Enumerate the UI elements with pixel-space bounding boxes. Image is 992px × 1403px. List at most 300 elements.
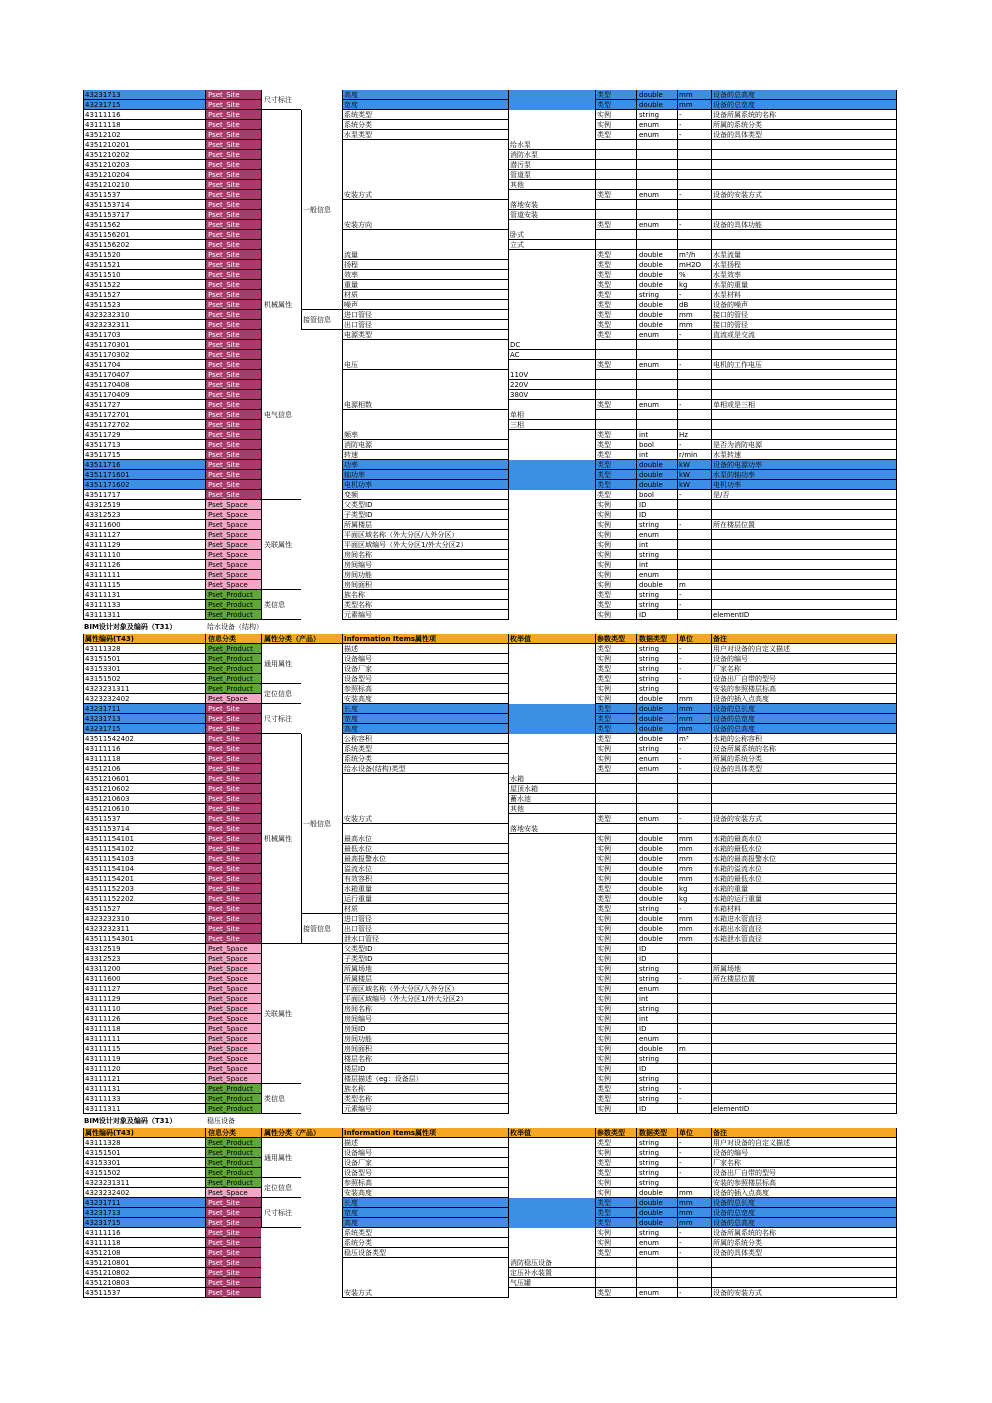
cell-data-type: double — [636, 310, 677, 320]
cell-unit: mm — [677, 714, 711, 724]
table-row — [83, 600, 897, 610]
cell-note: 设备的安装方式 — [711, 1288, 897, 1298]
cell-enum — [508, 1248, 595, 1258]
cell-param-type: 实例 — [595, 1054, 636, 1064]
cell-enum — [508, 754, 595, 764]
cell-pset: Pset_Site — [205, 714, 261, 724]
table-row — [83, 610, 897, 620]
cell-code: 4351210602 — [83, 784, 205, 794]
cell-code: 43511154101 — [83, 834, 205, 844]
cell-enum: 落地安装 — [508, 824, 595, 834]
cell-data-type — [636, 380, 677, 390]
cell-data-type: enum — [636, 1034, 677, 1044]
cell-enum: 其他 — [508, 804, 595, 814]
cell-unit — [677, 1054, 711, 1064]
cell-data-type: string — [636, 1074, 677, 1084]
table-row — [83, 834, 897, 844]
cell-pset: Pset_Site — [205, 794, 261, 804]
cell-pset: Pset_Product — [205, 1158, 261, 1168]
cell-param-type: 实例 — [595, 944, 636, 954]
cell-data-type: double — [636, 924, 677, 934]
cell-unit: % — [677, 270, 711, 280]
cell-name: 给水设备(结构)类型 — [342, 764, 508, 774]
cell-unit — [677, 984, 711, 994]
cell-code: 43111118 — [83, 1238, 205, 1248]
cell-unit: mm — [677, 724, 711, 734]
cell-code: 43511729 — [83, 430, 205, 440]
cell-code: 43512108 — [83, 1248, 205, 1258]
cell-data-type: ID — [636, 1104, 677, 1114]
cell-unit — [677, 684, 711, 694]
cell-name: 高度 — [342, 90, 508, 100]
cell-pset: Pset_Product — [205, 1168, 261, 1178]
cell-name: 父类型ID — [342, 500, 508, 510]
cell-data-type — [636, 824, 677, 834]
cell-note: 设备的具体类型 — [711, 764, 897, 774]
table-row — [83, 1248, 897, 1258]
cell-param-type: 类型 — [595, 600, 636, 610]
cell-note: 单相或是三相 — [711, 400, 897, 410]
table-row — [83, 724, 897, 734]
cell-pset: Pset_Site — [205, 704, 261, 714]
cell-code: 4351210202 — [83, 150, 205, 160]
cell-name: 高度 — [342, 724, 508, 734]
cell-unit: - — [677, 400, 711, 410]
cell-data-type — [636, 340, 677, 350]
cell-code: 43151502 — [83, 674, 205, 684]
cell-unit: mm — [677, 1218, 711, 1228]
cell-note: 用户对设备的自定义描述 — [711, 644, 897, 654]
header-cell: 属性编码(T43) — [83, 634, 205, 644]
cell-name: 设备编号 — [342, 1148, 508, 1158]
table-row — [83, 704, 897, 714]
cell-pset: Pset_Site — [205, 480, 261, 490]
cell-enum — [508, 470, 595, 480]
cell-enum — [508, 894, 595, 904]
cell-param-type: 类型 — [595, 734, 636, 744]
header-cell: 备注 — [711, 1128, 897, 1138]
cell-param-type — [595, 1278, 636, 1288]
cell-code: 4323231311 — [83, 684, 205, 694]
cell-param-type: 实例 — [595, 1024, 636, 1034]
cell-data-type — [636, 240, 677, 250]
cell-unit: kW — [677, 470, 711, 480]
cell-note: 设备的编号 — [711, 1148, 897, 1158]
cell-data-type: string — [636, 744, 677, 754]
cell-param-type — [595, 150, 636, 160]
cell-pset: Pset_Space — [205, 1034, 261, 1044]
cell-enum: 气压罐 — [508, 1278, 595, 1288]
table-row — [83, 160, 897, 170]
cell-param-type: 类型 — [595, 430, 636, 440]
cell-note — [711, 1074, 897, 1084]
cell-enum — [508, 1074, 595, 1084]
cell-param-type: 类型 — [595, 1158, 636, 1168]
cell-code: 43511520 — [83, 250, 205, 260]
cell-unit: - — [677, 120, 711, 130]
cell-name — [342, 150, 508, 160]
subgroup-label: 接管信息 — [301, 310, 342, 330]
cell-pset: Pset_Site — [205, 1238, 261, 1248]
cell-note: 设备的总高度 — [711, 1218, 897, 1228]
cell-data-type: bool — [636, 490, 677, 500]
cell-enum — [508, 580, 595, 590]
table-row — [83, 520, 897, 530]
cell-code: 4351210204 — [83, 170, 205, 180]
cell-enum — [508, 120, 595, 130]
subgroup-label: 接管信息 — [301, 914, 342, 944]
cell-pset: Pset_Space — [205, 974, 261, 984]
cell-code: 43511523 — [83, 300, 205, 310]
table-row — [83, 140, 897, 150]
table-body — [83, 1138, 897, 1298]
cell-enum — [508, 250, 595, 260]
cell-note: 设备的噪声 — [711, 300, 897, 310]
cell-enum — [508, 884, 595, 894]
cell-data-type: double — [636, 694, 677, 704]
header-cell: 单位 — [677, 634, 711, 644]
cell-data-type: string — [636, 550, 677, 560]
cell-code: 43511713 — [83, 440, 205, 450]
cell-enum — [508, 320, 595, 330]
cell-enum — [508, 460, 595, 470]
cell-note: 水泵效率 — [711, 270, 897, 280]
cell-enum — [508, 280, 595, 290]
cell-name: 电压 — [342, 360, 508, 370]
cell-name: 泄水口管径 — [342, 934, 508, 944]
cell-note — [711, 784, 897, 794]
cell-data-type: string — [636, 1094, 677, 1104]
cell-unit — [677, 964, 711, 974]
cell-param-type: 实例 — [595, 924, 636, 934]
cell-name — [342, 350, 508, 360]
cell-pset: Pset_Product — [205, 1148, 261, 1158]
cell-code: 43511152202 — [83, 894, 205, 904]
cell-param-type: 实例 — [595, 654, 636, 664]
cell-name: 长度 — [342, 704, 508, 714]
cell-pset: Pset_Site — [205, 120, 261, 130]
cell-name: 设备编号 — [342, 654, 508, 664]
cell-data-type: double — [636, 834, 677, 844]
cell-unit: - — [677, 290, 711, 300]
cell-enum — [508, 430, 595, 440]
cell-code: 4351210603 — [83, 794, 205, 804]
cell-unit: - — [677, 1288, 711, 1298]
cell-param-type: 类型 — [595, 664, 636, 674]
cell-param-type: 实例 — [595, 964, 636, 974]
cell-name: 平面区域编号（外大分区1/外大分区2） — [342, 994, 508, 1004]
cell-enum — [508, 270, 595, 280]
cell-code: 43511703 — [83, 330, 205, 340]
table-row — [83, 1104, 897, 1114]
cell-enum — [508, 734, 595, 744]
cell-code: 43511154102 — [83, 844, 205, 854]
cell-note: 设备的插入点高度 — [711, 1188, 897, 1198]
cell-param-type: 类型 — [595, 1094, 636, 1104]
cell-code: 4323232311 — [83, 924, 205, 934]
cell-data-type: enum — [636, 1288, 677, 1298]
cell-data-type: enum — [636, 764, 677, 774]
cell-note — [711, 600, 897, 610]
cell-note: 设备的具体类型 — [711, 1248, 897, 1258]
table-row — [83, 684, 897, 694]
cell-data-type: string — [636, 644, 677, 654]
cell-data-type — [636, 140, 677, 150]
cell-param-type: 类型 — [595, 130, 636, 140]
cell-code: 43111131 — [83, 1084, 205, 1094]
cell-code: 43512106 — [83, 764, 205, 774]
cell-code: 4351156202 — [83, 240, 205, 250]
cell-pset: Pset_Space — [205, 530, 261, 540]
cell-unit — [677, 944, 711, 954]
cell-note — [711, 350, 897, 360]
cell-param-type: 类型 — [595, 1138, 636, 1148]
cell-enum: 三相 — [508, 420, 595, 430]
cell-data-type: enum — [636, 1238, 677, 1248]
cell-unit: Hz — [677, 430, 711, 440]
cell-data-type: double — [636, 1208, 677, 1218]
cell-unit — [677, 1178, 711, 1188]
cell-data-type: ID — [636, 610, 677, 620]
cell-name — [342, 170, 508, 180]
cell-pset: Pset_Site — [205, 1218, 261, 1228]
cell-pset: Pset_Product — [205, 1178, 261, 1188]
cell-data-type — [636, 210, 677, 220]
cell-param-type: 类型 — [595, 1288, 636, 1298]
cell-param-type: 类型 — [595, 90, 636, 100]
cell-name: 水箱重量 — [342, 884, 508, 894]
cell-pset: Pset_Site — [205, 90, 261, 100]
cell-name: 平面区域名称（外大分区/入外分区） — [342, 530, 508, 540]
cell-name: 稳压设备类型 — [342, 1248, 508, 1258]
cell-unit — [677, 210, 711, 220]
cell-param-type — [595, 160, 636, 170]
cell-note: 水箱的重量 — [711, 884, 897, 894]
cell-unit: mm — [677, 934, 711, 944]
cell-code: 43111110 — [83, 1004, 205, 1014]
cell-pset: Pset_Site — [205, 864, 261, 874]
cell-param-type — [595, 210, 636, 220]
table-row — [83, 1064, 897, 1074]
cell-code: 43312519 — [83, 500, 205, 510]
cell-unit: kW — [677, 460, 711, 470]
cell-unit — [677, 1268, 711, 1278]
cell-enum — [508, 684, 595, 694]
cell-code: 43151501 — [83, 1148, 205, 1158]
cell-data-type: ID — [636, 1024, 677, 1034]
cell-name: 频率 — [342, 430, 508, 440]
cell-name: 类型名称 — [342, 1094, 508, 1104]
cell-data-type: double — [636, 300, 677, 310]
cell-note: 接口的管径 — [711, 320, 897, 330]
cell-param-type: 实例 — [595, 934, 636, 944]
cell-note — [711, 944, 897, 954]
cell-data-type: string — [636, 1138, 677, 1148]
group-label: 关联属性 — [261, 944, 301, 1084]
cell-name: 系统类型 — [342, 1228, 508, 1238]
spreadsheet — [83, 90, 897, 1298]
cell-note — [711, 794, 897, 804]
cell-code: 43511510 — [83, 270, 205, 280]
cell-pset: Pset_Site — [205, 150, 261, 160]
cell-data-type: enum — [636, 220, 677, 230]
cell-unit: - — [677, 904, 711, 914]
cell-name — [342, 804, 508, 814]
cell-code: 4351170302 — [83, 350, 205, 360]
cell-data-type: ID — [636, 510, 677, 520]
cell-unit: mm — [677, 310, 711, 320]
cell-param-type: 类型 — [595, 714, 636, 724]
cell-data-type: string — [636, 674, 677, 684]
cell-param-type: 类型 — [595, 1168, 636, 1178]
header-cell: 单位 — [677, 1128, 711, 1138]
cell-pset: Pset_Site — [205, 1248, 261, 1258]
cell-enum — [508, 984, 595, 994]
cell-code: 43312523 — [83, 954, 205, 964]
table-row — [83, 170, 897, 180]
cell-param-type: 类型 — [595, 320, 636, 330]
cell-note: 设备的具体功能 — [711, 220, 897, 230]
cell-param-type: 实例 — [595, 864, 636, 874]
group-label: 定位信息 — [261, 1178, 301, 1198]
cell-enum — [508, 724, 595, 734]
cell-note — [711, 1084, 897, 1094]
cell-pset: Pset_Site — [205, 884, 261, 894]
cell-data-type: enum — [636, 330, 677, 340]
table-row — [83, 674, 897, 684]
cell-note: 水泵转速 — [711, 450, 897, 460]
cell-note — [711, 590, 897, 600]
cell-name: 设备厂家 — [342, 1158, 508, 1168]
cell-code: 43111127 — [83, 530, 205, 540]
header-cell: 数据类型 — [636, 1128, 677, 1138]
cell-name: 设备型号 — [342, 1168, 508, 1178]
cell-name: 房间名称 — [342, 1004, 508, 1014]
cell-data-type — [636, 794, 677, 804]
cell-unit: mm — [677, 874, 711, 884]
cell-unit: m³ — [677, 734, 711, 744]
cell-enum: 定压补水装置 — [508, 1268, 595, 1278]
cell-note — [711, 1034, 897, 1044]
cell-pset: Pset_Site — [205, 430, 261, 440]
cell-code: 4323232311 — [83, 320, 205, 330]
cell-note: 设备出厂自带的型号 — [711, 1168, 897, 1178]
cell-note: 是否为消防电源 — [711, 440, 897, 450]
cell-data-type: int — [636, 430, 677, 440]
cell-pset: Pset_Site — [205, 420, 261, 430]
cell-enum — [508, 1044, 595, 1054]
cell-pset: Pset_Space — [205, 550, 261, 560]
cell-enum: 立式 — [508, 240, 595, 250]
cell-code: 43511537 — [83, 814, 205, 824]
cell-code: 43511154103 — [83, 854, 205, 864]
cell-enum — [508, 904, 595, 914]
cell-enum — [508, 1218, 595, 1228]
cell-code: 4351170408 — [83, 380, 205, 390]
cell-pset: Pset_Site — [205, 470, 261, 480]
cell-pset: Pset_Site — [205, 924, 261, 934]
cell-code: 43111119 — [83, 1054, 205, 1064]
cell-enum — [508, 814, 595, 824]
cell-unit — [677, 610, 711, 620]
cell-data-type: string — [636, 1168, 677, 1178]
cell-pset: Pset_Site — [205, 240, 261, 250]
cell-param-type: 类型 — [595, 764, 636, 774]
table-row — [83, 340, 897, 350]
table-row — [83, 664, 897, 674]
cell-data-type: string — [636, 290, 677, 300]
cell-code: 4351153714 — [83, 824, 205, 834]
table-row — [83, 540, 897, 550]
table-row — [83, 894, 897, 904]
cell-pset: Pset_Site — [205, 774, 261, 784]
table-row — [83, 1148, 897, 1158]
cell-unit — [677, 954, 711, 964]
table-row — [83, 1238, 897, 1248]
cell-param-type: 实例 — [595, 854, 636, 864]
cell-data-type: double — [636, 894, 677, 904]
cell-enum: DC — [508, 340, 595, 350]
cell-param-type: 类型 — [595, 290, 636, 300]
cell-data-type — [636, 420, 677, 430]
cell-enum — [508, 550, 595, 560]
table-row — [83, 180, 897, 190]
cell-enum — [508, 844, 595, 854]
cell-name: 楼层名称 — [342, 1054, 508, 1064]
cell-enum — [508, 220, 595, 230]
cell-pset: Pset_Product — [205, 1138, 261, 1148]
cell-pset: Pset_Site — [205, 934, 261, 944]
cell-unit: mm — [677, 704, 711, 714]
group-label: 电气信息 — [261, 330, 301, 500]
cell-code: 43511154301 — [83, 934, 205, 944]
cell-name: 族名称 — [342, 1084, 508, 1094]
cell-param-type: 实例 — [595, 580, 636, 590]
cell-param-type — [595, 340, 636, 350]
cell-name: 描述 — [342, 644, 508, 654]
cell-code: 43111118 — [83, 1024, 205, 1034]
cell-data-type: double — [636, 864, 677, 874]
cell-code: 43231711 — [83, 1198, 205, 1208]
cell-param-type: 实例 — [595, 1014, 636, 1024]
cell-note — [711, 240, 897, 250]
cell-note: 设备的电源功率 — [711, 460, 897, 470]
cell-code: 43111115 — [83, 1044, 205, 1054]
cell-name: 高度 — [342, 1218, 508, 1228]
cell-enum — [508, 530, 595, 540]
table-row — [83, 200, 897, 210]
cell-param-type: 实例 — [595, 954, 636, 964]
cell-unit: kW — [677, 480, 711, 490]
cell-data-type: double — [636, 1198, 677, 1208]
cell-name: 所属楼层 — [342, 974, 508, 984]
cell-param-type: 实例 — [595, 510, 636, 520]
cell-param-type: 实例 — [595, 1064, 636, 1074]
cell-unit — [677, 370, 711, 380]
cell-name: 有效容积 — [342, 874, 508, 884]
cell-enum — [508, 300, 595, 310]
table-row — [83, 1044, 897, 1054]
cell-pset: Pset_Site — [205, 874, 261, 884]
group-label: 类信息 — [261, 590, 301, 620]
cell-name: 扬程 — [342, 260, 508, 270]
cell-data-type — [636, 804, 677, 814]
table-row — [83, 914, 897, 924]
cell-name: 出口管径 — [342, 320, 508, 330]
cell-code: 43111328 — [83, 1138, 205, 1148]
table-row — [83, 580, 897, 590]
cell-name — [342, 410, 508, 420]
